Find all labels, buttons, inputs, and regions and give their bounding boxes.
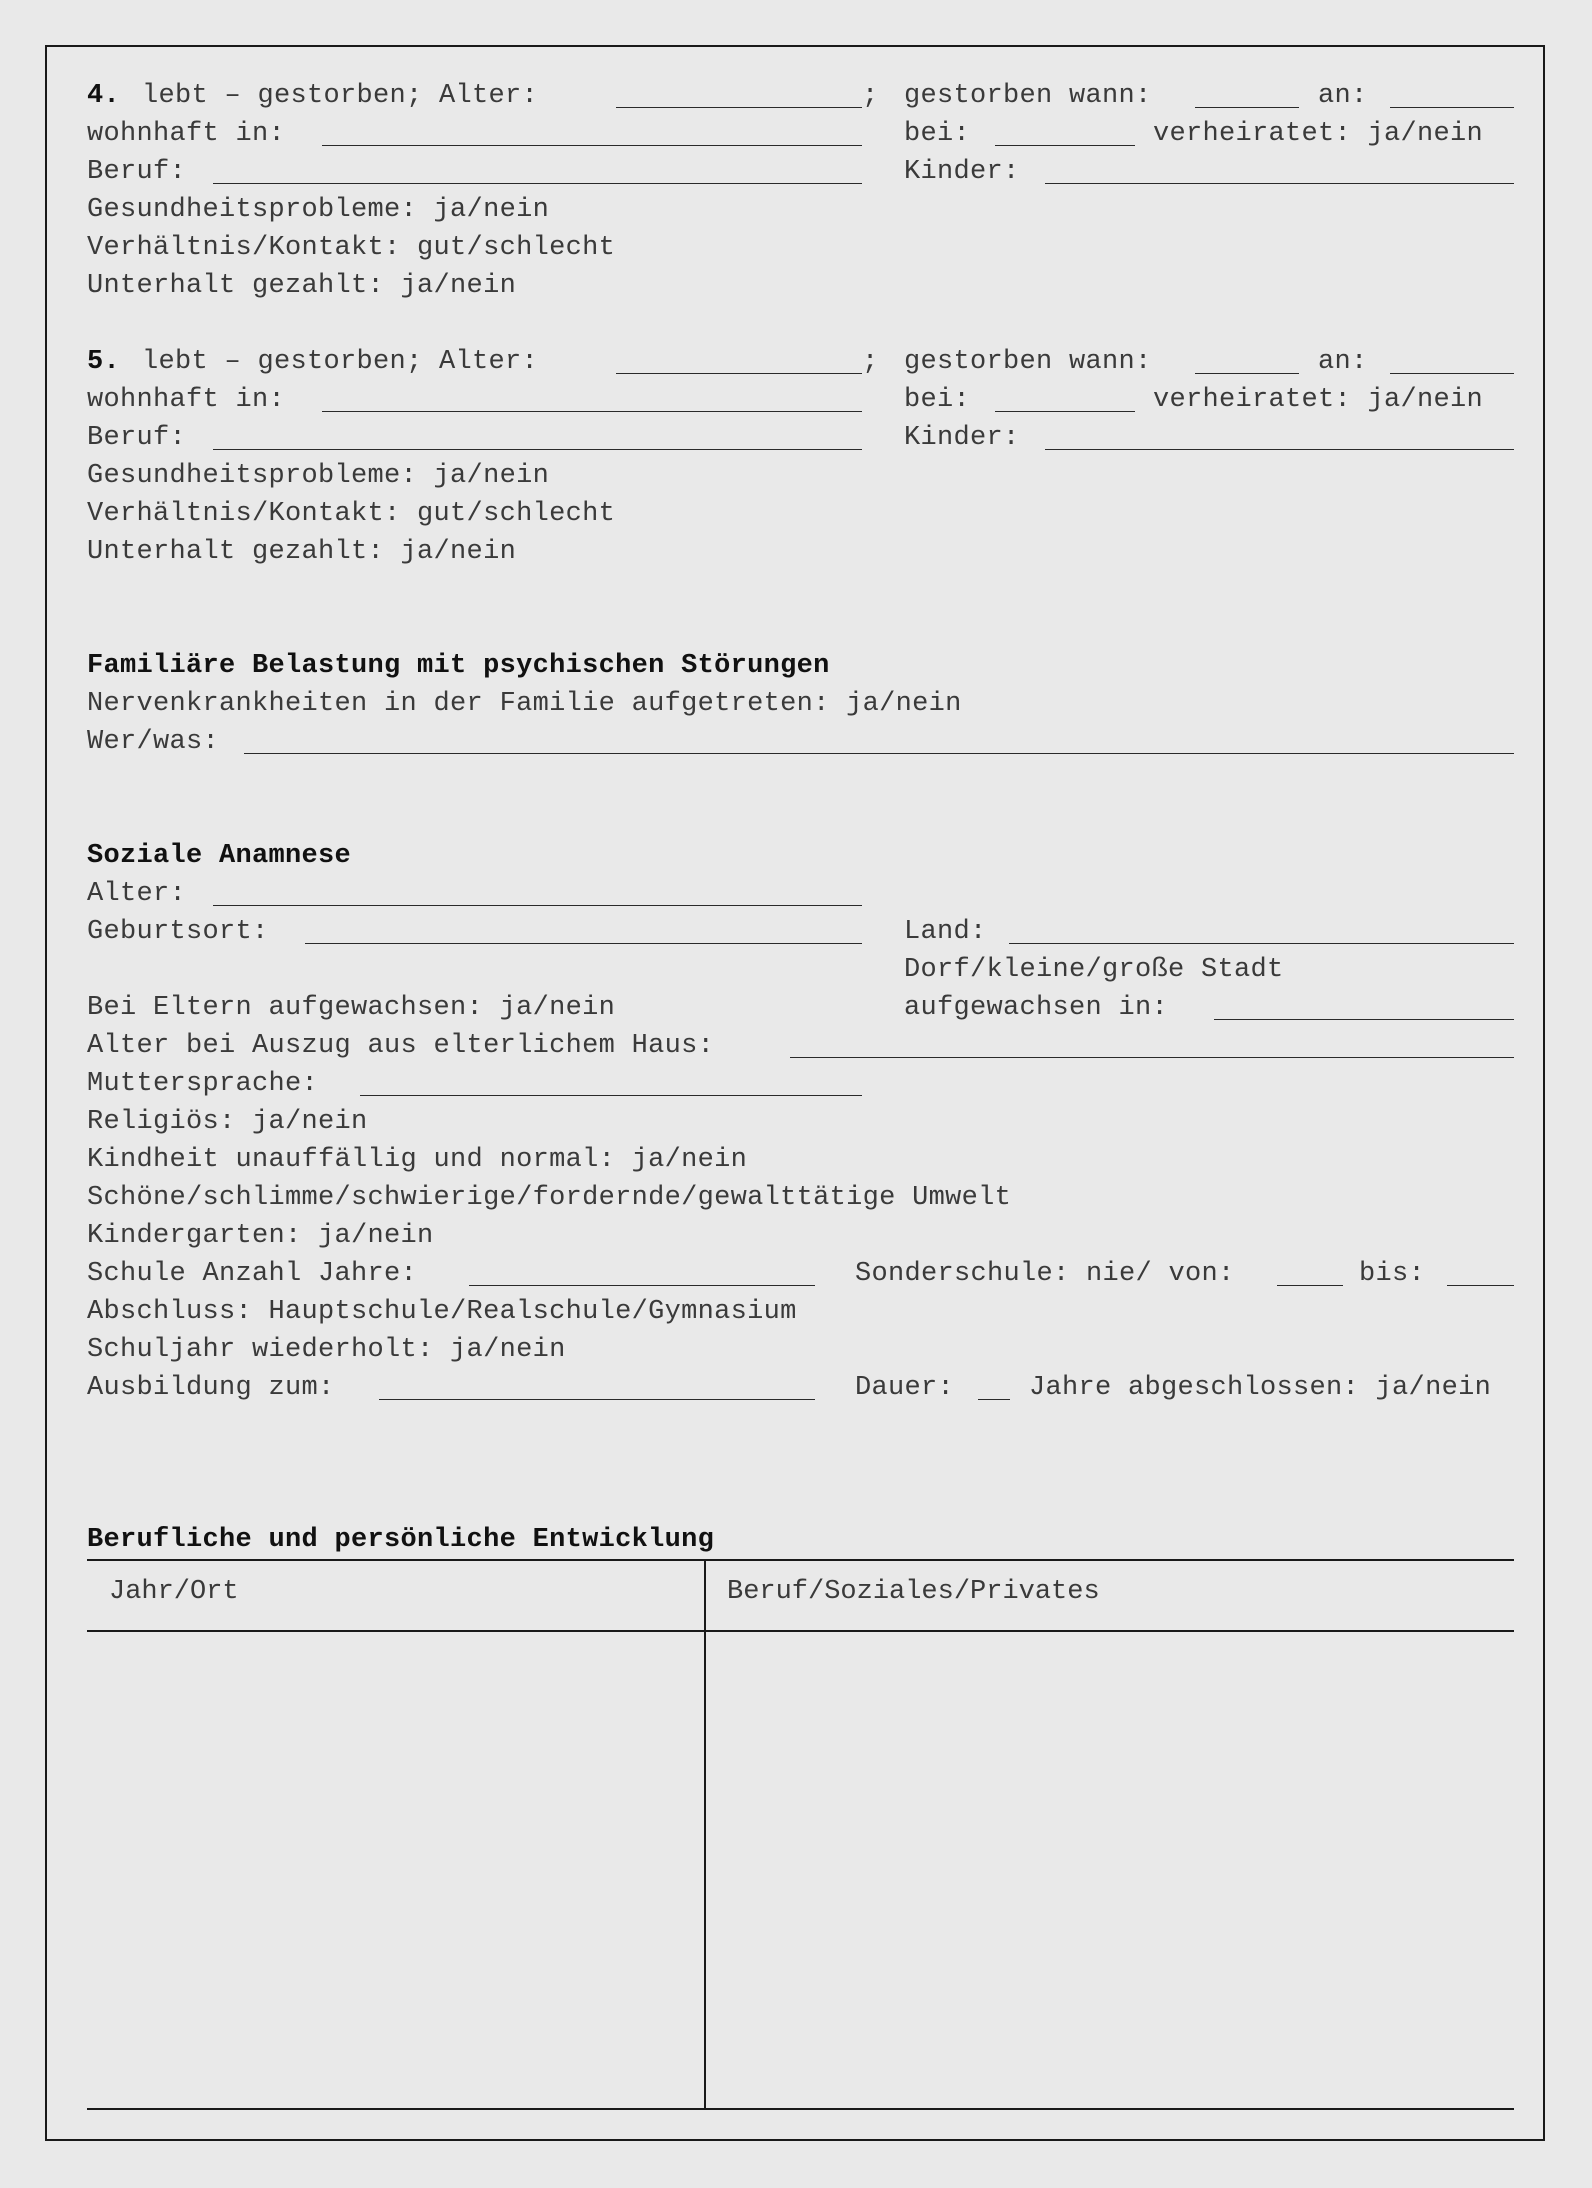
health-text: Gesundheitsprobleme: ja/nein [87, 195, 550, 225]
age-leaving-field[interactable] [790, 1057, 1514, 1058]
birthplace-field[interactable] [305, 943, 862, 944]
table-column-divider [704, 1559, 706, 2109]
duration-field[interactable] [978, 1399, 1010, 1400]
who-field[interactable] [244, 753, 1514, 754]
age-field[interactable] [213, 905, 862, 906]
children-label: Kinder: [904, 423, 1020, 453]
kindergarten-text: Kindergarten: ja/nein [87, 1221, 434, 1251]
repeated-text: Schuljahr wiederholt: ja/nein [87, 1335, 566, 1365]
with-label: bei: [904, 385, 971, 415]
relative-4-line-2 [87, 115, 1514, 153]
residence-label: wohnhaft in: [87, 385, 286, 415]
raised-parents-label: Bei Eltern aufgewachsen: ja/nein [87, 993, 616, 1023]
raised-in-label: aufgewachsen in: [904, 993, 1169, 1023]
profession-label: Beruf: [87, 157, 187, 187]
children-field[interactable] [1045, 183, 1514, 184]
cause-label: an: [1318, 81, 1368, 111]
birthplace-line [87, 913, 1514, 951]
cause-label: an: [1318, 347, 1368, 377]
death-date-field[interactable] [1195, 107, 1299, 108]
development-heading: Berufliche und persönliche Entwicklung [87, 1525, 715, 1555]
table-bottom-rule [87, 2108, 1514, 2110]
age-leaving-line [87, 1027, 1514, 1065]
age-label: Alter: [87, 879, 187, 909]
residence-label: wohnhaft in: [87, 119, 286, 149]
town-type-label: Dorf/kleine/große Stadt [904, 955, 1284, 985]
training-field[interactable] [379, 1399, 815, 1400]
column-header-career: Beruf/Soziales/Privates [727, 1577, 1100, 1607]
relative-5-line-3 [87, 419, 1514, 457]
until-label: bis: [1359, 1259, 1426, 1289]
support-text: Unterhalt gezahlt: ja/nein [87, 271, 517, 301]
training-line [87, 1369, 1514, 1407]
age-leaving-label: Alter bei Auszug aus elterlichem Haus: [87, 1031, 715, 1061]
health-text: Gesundheitsprobleme: ja/nein [87, 461, 550, 491]
column-header-year-place: Jahr/Ort [109, 1577, 239, 1607]
relative-number: 4. [87, 81, 121, 111]
raised-in-field[interactable] [1214, 1019, 1514, 1020]
family-question: Nervenkrankheiten in der Familie aufgetreten: ja/nein [87, 689, 962, 719]
children-field[interactable] [1045, 449, 1514, 450]
with-label: bei: [904, 119, 971, 149]
childhood-text: Kindheit unauffällig und normal: ja/nein [87, 1145, 748, 1175]
mother-tongue-field[interactable] [360, 1095, 862, 1096]
mother-tongue-label: Muttersprache: [87, 1069, 319, 1099]
death-date-label: gestorben wann: [904, 81, 1152, 111]
raised-line [87, 989, 1514, 1027]
relative-4-line-3 [87, 153, 1514, 191]
school-line [87, 1255, 1514, 1293]
school-years-label: Schule Anzahl Jahre: [87, 1259, 418, 1289]
relative-number: 5. [87, 347, 121, 377]
profession-field[interactable] [213, 449, 862, 450]
until-field[interactable] [1447, 1285, 1514, 1286]
cause-field[interactable] [1390, 373, 1514, 374]
form-content [87, 77, 1514, 2109]
status-age-label: lebt – gestorben; Alter: [142, 347, 539, 377]
relative-5-line-1 [87, 343, 1514, 381]
from-field[interactable] [1277, 1285, 1343, 1286]
social-heading: Soziale Anamnese [87, 841, 352, 871]
relation-text: Verhältnis/Kontakt: gut/schlecht [87, 499, 616, 529]
with-field[interactable] [995, 411, 1135, 412]
family-heading: Familiäre Belastung mit psychischen Störungen [87, 651, 830, 681]
married-label: verheiratet: ja/nein [1153, 385, 1484, 415]
years-done-label: Jahre abgeschlossen: ja/nein [1029, 1373, 1492, 1403]
cause-field[interactable] [1390, 107, 1514, 108]
married-label: verheiratet: ja/nein [1153, 119, 1484, 149]
birthplace-label: Geburtsort: [87, 917, 269, 947]
semicolon: ; [862, 81, 879, 111]
age-field[interactable] [616, 107, 862, 108]
age-field[interactable] [616, 373, 862, 374]
training-label: Ausbildung zum: [87, 1373, 335, 1403]
career-cell[interactable] [707, 1632, 1514, 2106]
who-label: Wer/was: [87, 727, 220, 757]
residence-field[interactable] [322, 411, 862, 412]
duration-label: Dauer: [855, 1373, 955, 1403]
residence-field[interactable] [322, 145, 862, 146]
relative-5-line-2 [87, 381, 1514, 419]
relation-text: Verhältnis/Kontakt: gut/schlecht [87, 233, 616, 263]
semicolon: ; [862, 347, 879, 377]
with-field[interactable] [995, 145, 1135, 146]
death-date-field[interactable] [1195, 373, 1299, 374]
profession-label: Beruf: [87, 423, 187, 453]
special-school-label: Sonderschule: nie/ von: [855, 1259, 1235, 1289]
graduation-text: Abschluss: Hauptschule/Realschule/Gymnasium [87, 1297, 797, 1327]
country-field[interactable] [1009, 943, 1514, 944]
year-place-cell[interactable] [87, 1632, 702, 2106]
town-type-line [87, 951, 1514, 989]
country-label: Land: [904, 917, 987, 947]
children-label: Kinder: [904, 157, 1020, 187]
mother-tongue-line [87, 1065, 1514, 1103]
age-line [87, 875, 1514, 913]
religious-text: Religiös: ja/nein [87, 1107, 368, 1137]
form-frame [45, 45, 1545, 2141]
school-years-field[interactable] [469, 1285, 815, 1286]
environment-text: Schöne/schlimme/schwierige/fordernde/gewalttätige Umwelt [87, 1183, 1012, 1213]
support-text: Unterhalt gezahlt: ja/nein [87, 537, 517, 567]
death-date-label: gestorben wann: [904, 347, 1152, 377]
family-who-line [87, 723, 1514, 761]
relative-4-line-1 [87, 77, 1514, 115]
status-age-label: lebt – gestorben; Alter: [142, 81, 539, 111]
development-table [87, 1559, 1514, 2109]
table-top-rule [87, 1559, 1514, 1561]
profession-field[interactable] [213, 183, 862, 184]
